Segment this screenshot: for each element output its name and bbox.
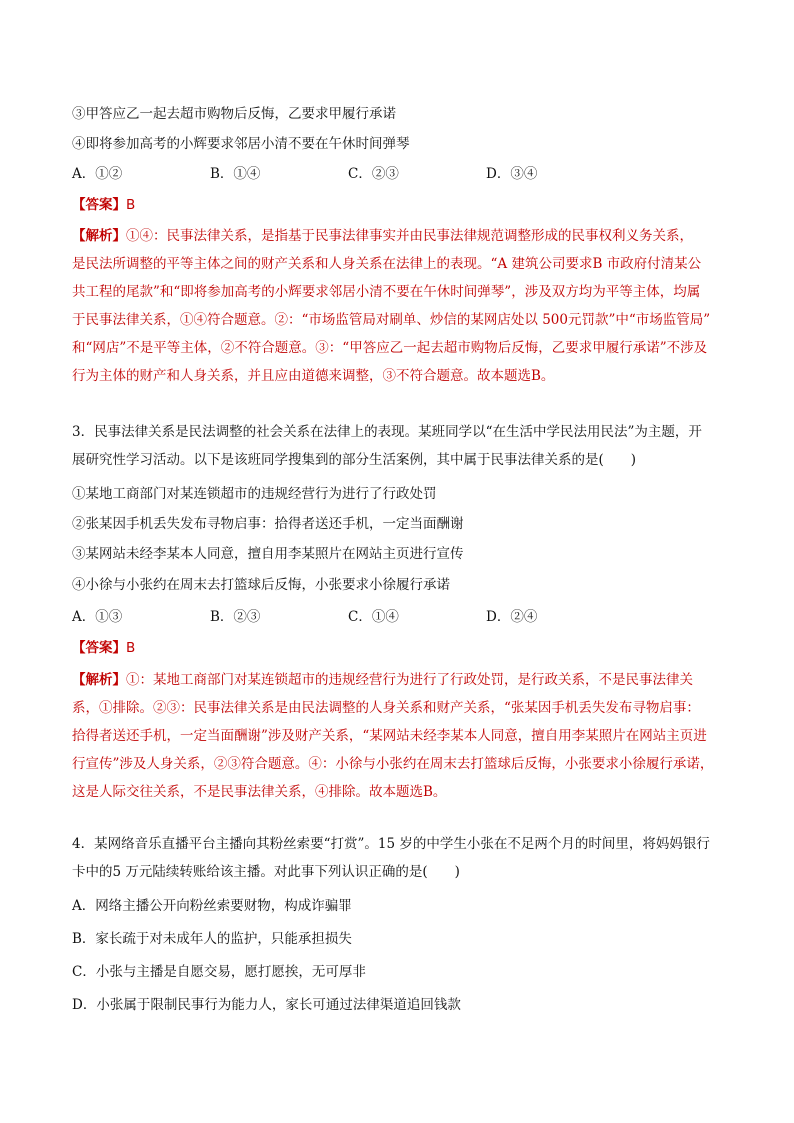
analysis-line: 行为主体的财产和人身关系，并且应由道德来调整，③不符合题意。故本题选B。	[72, 368, 555, 384]
q4-option-c: C．小张与主播是自愿交易，愿打愿挨，无可厚非	[72, 964, 366, 980]
q4-stem	[72, 830, 724, 886]
stem-line: 展研究性学习活动。以下是该班同学搜集到的部分生活案例，其中属于民事法律关系的是( )	[72, 452, 637, 468]
q2-item-4: ④即将参加高考的小辉要求邻居小清不要在午休时间弹琴	[72, 136, 410, 152]
stem-line: 卡中的5 万元陆续转账给该主播。对此事下列认识正确的是( )	[72, 864, 460, 880]
q3-option-c: C．①④	[348, 609, 399, 625]
q3-item-4: ④小徐与小张约在周末去打篮球后反悔，小张要求小徐履行承诺	[72, 577, 450, 593]
stem-line: 4．某网络音乐直播平台主播向其粉丝索要“打赏”。15 岁的中学生小张在不足两个月的时间里，将妈妈银行	[72, 836, 710, 852]
analysis-line: 和“网店”不是平等主体，②不符合题意。③：“甲答应乙一起去超市购物后反悔，乙要求甲履行承诺”不涉及	[72, 340, 708, 356]
analysis-label: 【解析】	[72, 228, 126, 244]
analysis-line: 这是人际交往关系，不是民事法律关系，④排除。故本题选B。	[72, 784, 447, 800]
answer-value: B	[126, 197, 136, 213]
analysis-line: 是民法所调整的平等主体之间的财产关系和人身关系在法律上的表现。“A 建筑公司要求B 市政府付清某公	[72, 256, 702, 272]
q4-option-b: B．家长疏于对未成年人的监护，只能承担损失	[72, 931, 352, 947]
q2-options	[72, 164, 724, 184]
q3-option-a: A．①③	[72, 609, 123, 625]
q3-item-1: ①某地工商部门对某连锁超市的违规经营行为进行了行政处罚	[72, 486, 437, 502]
q3-item-3: ③某网站未经李某本人同意，擅自用李某照片在网站主页进行宣传	[72, 546, 464, 562]
q4-option-a: A．网络主播公开向粉丝索要财物，构成诈骗罪	[72, 898, 352, 914]
q2-item-3: ③甲答应乙一起去超市购物后反悔，乙要求甲履行承诺	[72, 106, 396, 122]
q3-item-2: ②张某因手机丢失发布寻物启事：拾得者送还手机，一定当面酬谢	[72, 516, 464, 532]
stem-line: 3．民事法律关系是民法调整的社会关系在法律上的表现。某班同学以“在生活中学民法用民法”为主题，开	[72, 424, 702, 440]
q3-stem	[72, 418, 724, 474]
q2-answer	[72, 195, 135, 215]
answer-value: B	[126, 640, 136, 656]
analysis-line: 【解析】①④：民事法律关系，是指基于民事法律事实并由民事法律规范调整形成的民事权利义务关系，	[72, 228, 693, 244]
analysis-line: 【解析】①：某地工商部门对某连锁超市的违规经营行为进行了行政处罚，是行政关系，不是民事法律关	[72, 672, 693, 688]
q3-options	[72, 607, 724, 627]
q3-option-d: D．②④	[486, 609, 538, 625]
q4-option-d: D．小张属于限制民事行为能力人，家长可通过法律渠道追回钱款	[72, 997, 461, 1013]
q3-answer	[72, 638, 135, 658]
analysis-label: 【解析】	[72, 672, 126, 688]
q3-option-b: B．②③	[210, 609, 261, 625]
analysis-line: 拾得者送还手机，一定当面酬谢”涉及财产关系，“某网站未经李某本人同意，擅自用李某照片在网站主页进	[72, 728, 707, 744]
q2-analysis	[72, 222, 724, 390]
analysis-line: 行宣传”涉及人身关系，②③符合题意。④：小徐与小张约在周末去打篮球后反悔，小张要求小徐履行承诺，	[72, 756, 714, 772]
q2-option-c: C．②③	[348, 166, 399, 182]
analysis-line: 于民事法律关系，①④符合题意。②：“市场监管局对刷单、炒信的某网店处以 500元罚款”中“市场监管局”	[72, 312, 711, 328]
q2-option-a: A．①②	[72, 166, 123, 182]
analysis-line: 系，①排除。②③：民事法律关系是由民法调整的人身关系和财产关系，“张某因手机丢失发布寻物启事：	[72, 700, 700, 716]
q2-option-d: D．③④	[486, 166, 538, 182]
answer-label: 【答案】	[72, 640, 126, 656]
answer-label: 【答案】	[72, 197, 126, 213]
q2-option-b: B．①④	[210, 166, 261, 182]
q3-analysis	[72, 666, 724, 806]
analysis-line: 共工程的尾款”和“即将参加高考的小辉要求邻居小清不要在午休时间弹琴”，涉及双方均为平等主体，均属	[72, 284, 701, 300]
